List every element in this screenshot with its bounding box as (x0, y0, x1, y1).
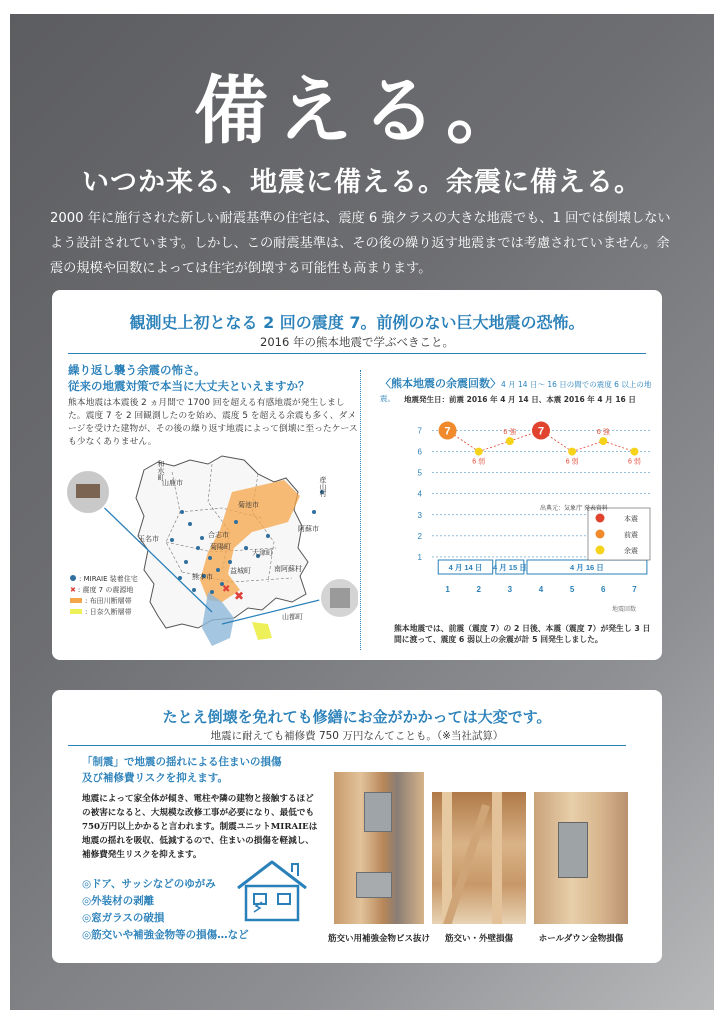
y-tick-label: 1 (417, 552, 422, 562)
intro-paragraph: 2000 年に施行された新しい耐震基準の住宅は、震度 6 強クラスの大きな地震でも、1 回では倒壊しないよう設計されています。しかし、この耐震基準は、その後の繰り返す地震までは考慮されていません。余震の規模や回数によっては住宅が倒壊する可能性も高まります。 (50, 211, 671, 276)
aftershock-heading-2: 従来の地震対策で本当に大丈夫といえますか？ (68, 379, 310, 393)
chart-title-note: 4 月 14 日～ 16 日の間での震度 6 以上の地震。 (380, 380, 652, 403)
data-label: 7 (537, 425, 545, 438)
damage-text-block (82, 754, 322, 862)
x-tick-label: 5 (569, 585, 575, 594)
aftershock-body: 熊本地震は本震後 2 ヵ月間で 1700 回を超える有感地震が発生しました。震度 7 を 2 回観測したのを始め、震度 5 を超える余震も多く、ダメージを受けた建物が、その後の繰り返す地震によって倒壊に至ったケースも少なくありません。 (68, 398, 358, 447)
damaged-house-icon (232, 856, 312, 926)
day-band-label: 4 月 14 日 (448, 563, 483, 572)
list-item: ◎ドア、サッシなどのゆがみ (82, 878, 216, 890)
connector-line (572, 441, 603, 452)
aftershock-chart (362, 408, 658, 620)
day-band-label: 4 月 16 日 (570, 563, 604, 572)
damage-heading-2: 及び補修費リスクを抑えます。 (82, 772, 228, 784)
data-point (630, 448, 638, 456)
data-label: 6 弱 (565, 458, 579, 466)
y-tick-label: 3 (417, 510, 422, 520)
legend-marker (596, 514, 605, 523)
map-graphic (62, 452, 358, 652)
data-label: 6 弱 (472, 458, 486, 466)
connector-line (479, 441, 510, 452)
repair-cost-card (52, 690, 662, 963)
legend-item-hinagu: : 日奈久断層帯 (70, 607, 138, 618)
map-legend (70, 574, 138, 618)
x-tick-label: 7 (632, 585, 637, 594)
data-label: 6 弱 (628, 458, 641, 466)
x-axis-note: 地震回数 (612, 606, 637, 613)
brace-wall-photo (432, 792, 526, 924)
holddown-photo (534, 792, 628, 924)
legend-swatch-icon (70, 598, 82, 603)
building-photo-detail (330, 588, 350, 608)
list-item: ◎窓ガラスの破損 (82, 912, 165, 924)
x-tick-label: 1 (445, 585, 450, 594)
chart-title: 〈熊本地震の余震回数〉4 月 14 日～ 16 日の間での震度 6 以上の地震。 (380, 377, 652, 403)
legend-marker (596, 546, 605, 555)
legend-label: 本震 (624, 516, 638, 523)
legend-swatch-icon (70, 609, 82, 614)
data-label: 6 強 (596, 429, 610, 437)
x-tick-label: 6 (601, 585, 606, 594)
map-label: 玉名市 (138, 535, 159, 543)
y-tick-label: 5 (417, 468, 422, 478)
y-tick-label: 6 (417, 447, 422, 457)
legend-marker (596, 530, 605, 539)
map-label: 大津町 (252, 549, 273, 557)
map-label: 熊本市 (192, 573, 213, 581)
legend-label: 前震 (624, 532, 638, 539)
aftershock-text-block (68, 362, 362, 449)
chart-footnote: 熊本地震では、前震（震度 7）の 2 日後、本震（震度 7）が発生し 3 日間に渡って、震度 6 弱以上の余震が計 5 回発生しました。 (394, 624, 651, 644)
data-label: 6 強 (503, 429, 517, 437)
kumamoto-section-card (52, 290, 662, 660)
list-item: ◎外装材の剥離 (82, 895, 155, 907)
house-photo-detail (76, 484, 100, 498)
photo-caption: ホールダウン金物損傷 (538, 934, 624, 944)
y-tick-label: 2 (417, 531, 422, 541)
kumamoto-map (62, 452, 358, 652)
photo-caption: 筋交い・外壁損傷 (444, 934, 513, 944)
section2-subheading: 地震に耐えても補修費 750 万円なんてことも。（※当社試算） (210, 730, 504, 742)
wood-post (492, 792, 502, 924)
chart-source: 出典元：気象庁 発表資料 (540, 505, 608, 512)
epicenter-marker: ✖ (234, 589, 245, 603)
page-title: 備える。 (194, 68, 530, 154)
connector-line (603, 441, 634, 452)
damage-body: 地震によって家全体が傾き、電柱や隣の建物と接触するほどの被害になると、大規模な改修工事が必要になり、最低でも750万円以上かかると言われます。制震ユニットMIRAIEは地震の揺れを吸収、低減するので、住まいの損傷を軽減し、補修費発生リスクを抑えます。 (82, 794, 318, 860)
page-subtitle: いつか来る、地震に備える。余震に備える。 (82, 167, 642, 198)
data-point (506, 437, 514, 445)
data-point (568, 448, 576, 456)
y-tick-label: 4 (417, 489, 422, 499)
data-point (475, 448, 483, 456)
photo-caption: 筋交い用補強金物ビス抜け (327, 934, 430, 944)
map-label: 産山村 (319, 476, 327, 497)
legend-item-miraie: : MIRAIE 装着住宅 (70, 574, 138, 585)
x-tick-label: 2 (476, 585, 481, 594)
brace-screw-photo (334, 772, 424, 924)
section1-heading: 観測史上初となる 2 回の震度 7。前例のない巨大地震の恐怖。 (129, 313, 585, 332)
aftershock-heading-1: 繰り返し襲う余震の怖さ。 (68, 363, 206, 377)
x-tick-label: 3 (507, 585, 513, 594)
map-label: 合志市 (208, 531, 229, 539)
map-label: 和水町 (157, 460, 165, 481)
metal-bracket (364, 792, 392, 832)
cross-icon: ✖ (70, 586, 76, 594)
map-label: 菊池市 (238, 501, 259, 509)
section2-divider (68, 745, 626, 746)
damage-heading-1: 「制震」で地震の揺れによる住まいの損傷 (82, 756, 282, 768)
data-label: 7 (444, 425, 451, 438)
legend-item-futagawa: : 布田川断層帯 (70, 596, 138, 607)
legend-dot-icon (70, 575, 76, 581)
section1-divider (68, 353, 646, 354)
legend-item-epicenter: ✖ : 震度 7 の震源地 (70, 586, 134, 594)
map-label: 山鹿市 (162, 479, 183, 487)
hinagu-fault-zone (252, 622, 272, 640)
day-band-label: 4 月 15 日 (492, 563, 527, 572)
y-tick-label: 7 (417, 426, 422, 436)
column-divider (360, 370, 361, 650)
data-point (599, 437, 607, 445)
map-label: 南阿蘇村 (274, 565, 302, 573)
damage-list (82, 876, 249, 944)
map-label: 山都町 (282, 613, 303, 621)
occurrence-dates: 地震発生日：前震 2016 年 4 月 14 日、本震 2016 年 4 月 16 日 (404, 395, 636, 404)
legend-label: 余震 (624, 548, 638, 555)
section1-subheading: 2016 年の熊本地震で学ぶべきこと。 (260, 335, 454, 349)
map-label: 阿蘇市 (298, 525, 319, 533)
x-tick-label: 4 (538, 585, 544, 594)
metal-bracket (356, 872, 392, 898)
map-label: 益城町 (230, 567, 251, 575)
map-label: 菊陽町 (210, 543, 231, 551)
list-item: ◎筋交いや補強金物等の損傷…など (82, 929, 249, 941)
metal-holddown (558, 822, 588, 878)
section2-heading: たとえ倒壊を免れても修繕にお金がかかっては大変です。 (162, 708, 552, 726)
epicenter-marker: ✖ (222, 584, 231, 595)
